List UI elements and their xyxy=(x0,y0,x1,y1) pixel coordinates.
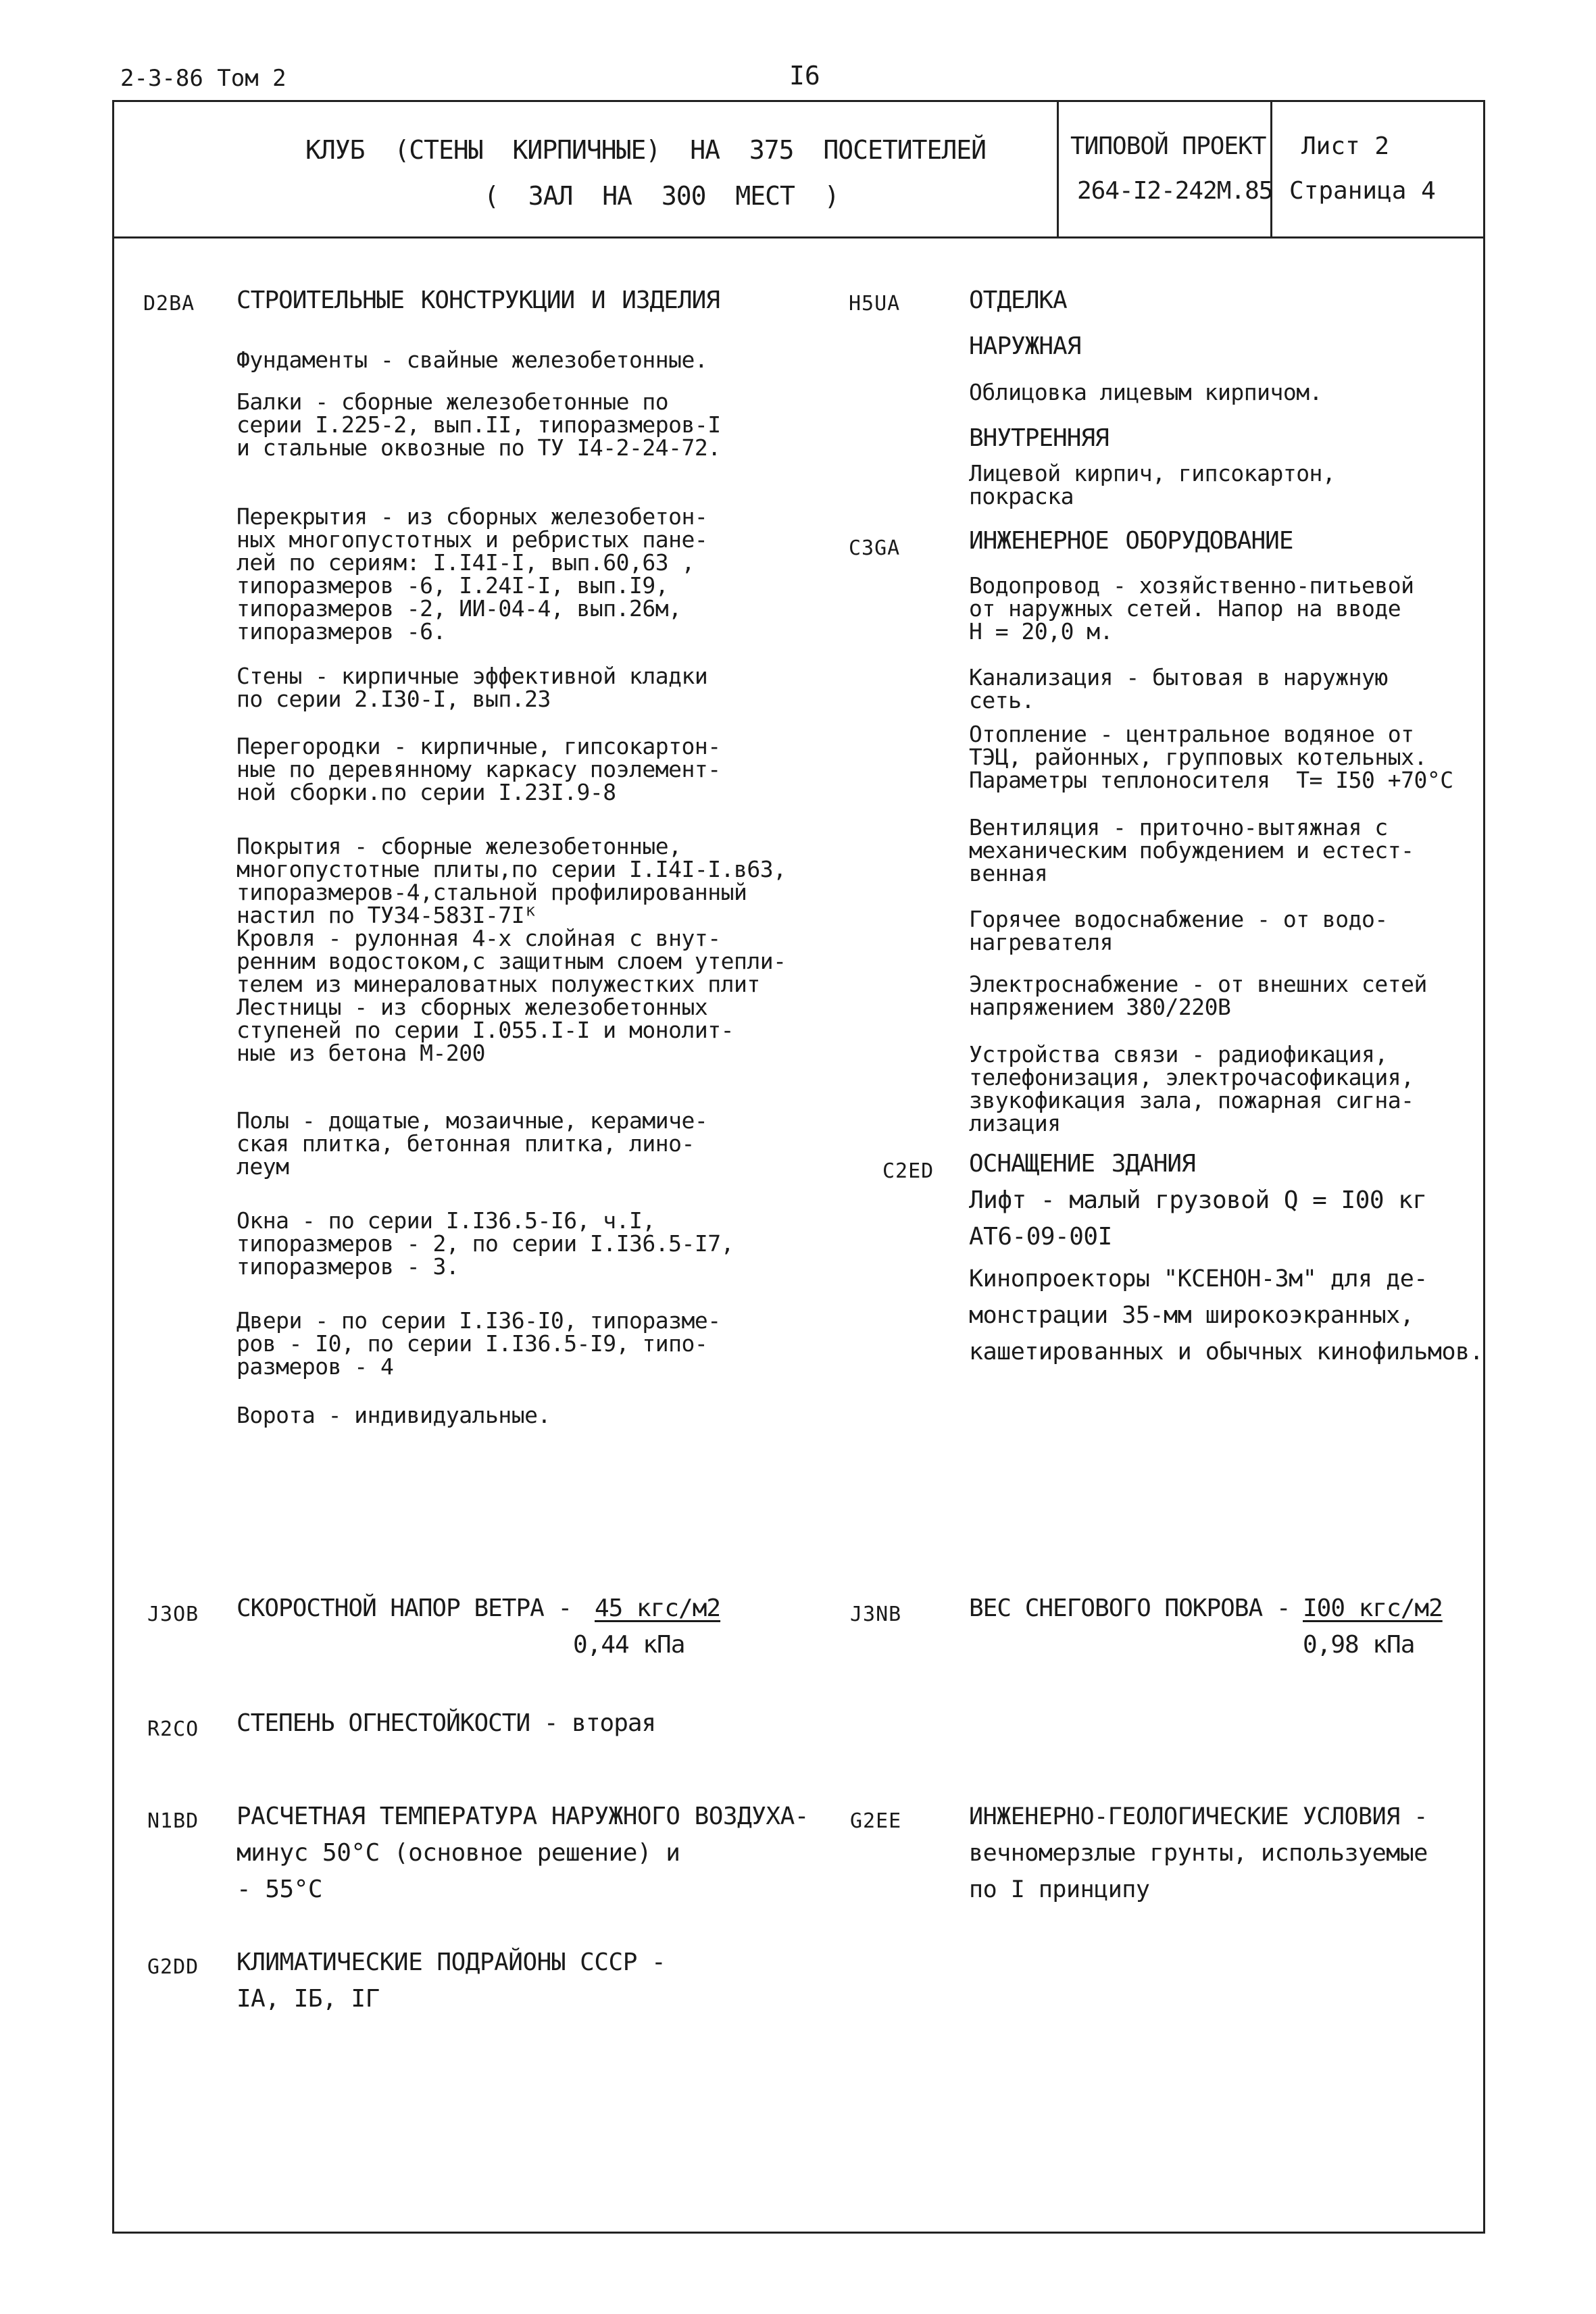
section-code: H5UA xyxy=(849,292,901,316)
snow-value-kpa: 0,98 кПа xyxy=(1303,1631,1415,1659)
geology-conditions: ИНЖЕНЕРНО-ГЕОЛОГИЧЕСКИЕ УСЛОВИЯ - вечномерзлые грунты, используемые по I принципу xyxy=(969,1803,1428,1903)
volume-reference: 2-3-86 Том 2 xyxy=(120,65,286,92)
equipment-projectors: Кинопроекторы "КСЕНОН-3м" для де- монстрации 35-мм широкоэкранных, кашетированных и обычных кинофильмов. xyxy=(969,1265,1484,1365)
snow-value: I00 кгс/м2 xyxy=(1303,1594,1443,1622)
header-divider-v2 xyxy=(1270,100,1272,238)
equipment-lift-model: АТ6-09-00I xyxy=(969,1223,1112,1251)
section-code: C3GA xyxy=(849,536,901,560)
wind-label: СКОРОСТНОЙ НАПОР ВЕТРА - xyxy=(236,1594,572,1622)
wind-value-kpa: 0,44 кПа xyxy=(573,1631,685,1659)
structures-item: Полы - дощатые, мозаичные, керамиче- ская плитка, бетонная плитка, лино- леум xyxy=(236,1107,708,1180)
snow-label: ВЕС СНЕГОВОГО ПОКРОВА - xyxy=(969,1594,1291,1622)
structures-item: Ворота - индивидуальные. xyxy=(236,1402,551,1428)
geology-code: G2EE xyxy=(850,1809,902,1833)
structures-item: Фундаменты - свайные железобетонные. xyxy=(236,347,708,373)
climate-subregions: КЛИМАТИЧЕСКИЕ ПОДРАЙОНЫ СССР - IА, IБ, IГ xyxy=(236,1948,666,2013)
document-title: КЛУБ (СТЕНЫ КИРПИЧНЫЕ) НА 375 ПОСЕТИТЕЛЕЙ xyxy=(305,135,986,165)
equipment-lift: Лифт - малый грузовой Q = I00 кг xyxy=(969,1186,1427,1214)
header-divider-v1 xyxy=(1057,100,1059,238)
engineering-item: Канализация - бытовая в наружную сеть. xyxy=(969,664,1388,713)
document-subtitle: ( ЗАЛ НА 300 МЕСТ ) xyxy=(484,181,839,211)
project-number: 264-I2-242М.85 xyxy=(1077,177,1273,205)
structures-item: Двери - по серии I.I36-I0, типоразме- ров - I0, по серии I.I36.5-I9, типо- размеров - 4 xyxy=(236,1307,721,1380)
page-number: I6 xyxy=(789,61,820,91)
engineering-item: Отопление - центральное водяное от ТЭЦ, районных, групповых котельных. Параметры теплоносителя T= I50 +70°C xyxy=(969,721,1453,793)
engineering-item: Горячее водоснабжение - от водо- нагревателя xyxy=(969,906,1388,955)
wind-value: 45 кгс/м2 xyxy=(595,1594,721,1622)
finish-outer-text: Облицовка лицевым кирпичом. xyxy=(969,379,1322,405)
engineering-item: Электроснабжение - от внешних сетей напряжением 380/220В xyxy=(969,971,1427,1020)
engineering-item: Устройства связи - радиофикация, телефонизация, электрочасофикация, звукофикация зала, пожарная сигна- лизация xyxy=(969,1041,1414,1136)
section-code: D2BA xyxy=(143,292,195,316)
structures-item: Покрытия - сборные железобетонные, многопустотные плиты,по серии I.I4I-I.в63, типоразмеров-4,стальной профилированный настил по ТУ34-583I-7Iᴷ Кровля - рулонная 4-х слойная с внут- ренним водостоком,с защитным слоем утепли- телем из минераловатных полужестких плит Лестницы - из сборных железобетонных ступеней по серии I.055.I-I и монолит- ные из бетона М-200 xyxy=(236,833,787,1066)
header-divider xyxy=(112,236,1485,238)
project-label: ТИПОВОЙ ПРОЕКТ xyxy=(1070,132,1266,160)
structures-item: Окна - по серии I.I36.5-I6, ч.I, типоразмеров - 2, по серии I.I36.5-I7, типоразмеров - 3. xyxy=(236,1207,734,1280)
fire-code: R2CO xyxy=(147,1717,199,1741)
design-temperature: РАСЧЕТНАЯ ТЕМПЕРАТУРА НАРУЖНОГО ВОЗДУХА- минус 50°С (основное решение) и - 55°С xyxy=(236,1803,809,1903)
section-code: C2ED xyxy=(882,1159,934,1183)
fire-resistance: СТЕПЕНЬ ОГНЕСТОЙКОСТИ - вторая xyxy=(236,1709,656,1737)
structures-item: Стены - кирпичные эффективной кладки по серии 2.I30-I, вып.23 xyxy=(236,663,708,712)
section-heading-finish: ОТДЕЛКА xyxy=(969,286,1067,314)
subheading-inner: ВНУТРЕННЯЯ xyxy=(969,424,1109,452)
structures-item: Перегородки - кирпичные, гипсокартон- ные по деревянному каркасу поэлемент- ной сборки.по серии I.23I.9-8 xyxy=(236,733,721,805)
sheet-number: Лист 2 xyxy=(1301,132,1390,160)
engineering-item: Вентиляция - приточно-вытяжная с механическим побуждением и естест- венная xyxy=(969,814,1414,886)
finish-inner-text: Лицевой кирпич, гипсокартон, покраска xyxy=(969,460,1336,509)
subheading-outer: НАРУЖНАЯ xyxy=(969,332,1081,360)
structures-item: Балки - сборные железобетонные по серии I.225-2, вып.II, типоразмеров-I и стальные оквозные по ТУ I4-2-24-72. xyxy=(236,388,721,461)
engineering-item: Водопровод - хозяйственно-питьевой от наружных сетей. Напор на вводе Н = 20,0 м. xyxy=(969,572,1414,645)
section-heading-equipment: ОСНАЩЕНИЕ ЗДАНИЯ xyxy=(969,1150,1195,1178)
climate-code: G2DD xyxy=(147,1955,199,1979)
structures-item: Перекрытия - из сборных железобетон- ных многопустотных и ребристых пане- лей по сериям: I.I4I-I, вып.60,63 , типоразмеров -6, I.24I-I, вып.I9, типоразмеров -2, ИИ-04-4, вып.26м, типоразмеров -6. xyxy=(236,503,708,645)
temperature-code: N1BD xyxy=(147,1809,199,1833)
page-label: Страница 4 xyxy=(1289,177,1436,205)
wind-code: J3OB xyxy=(147,1603,199,1626)
snow-code: J3NB xyxy=(850,1603,902,1626)
section-heading-structures: СТРОИТЕЛЬНЫЕ КОНСТРУКЦИИ И ИЗДЕЛИЯ xyxy=(236,286,720,314)
section-heading-engineering: ИНЖЕНЕРНОЕ ОБОРУДОВАНИЕ xyxy=(969,527,1293,555)
